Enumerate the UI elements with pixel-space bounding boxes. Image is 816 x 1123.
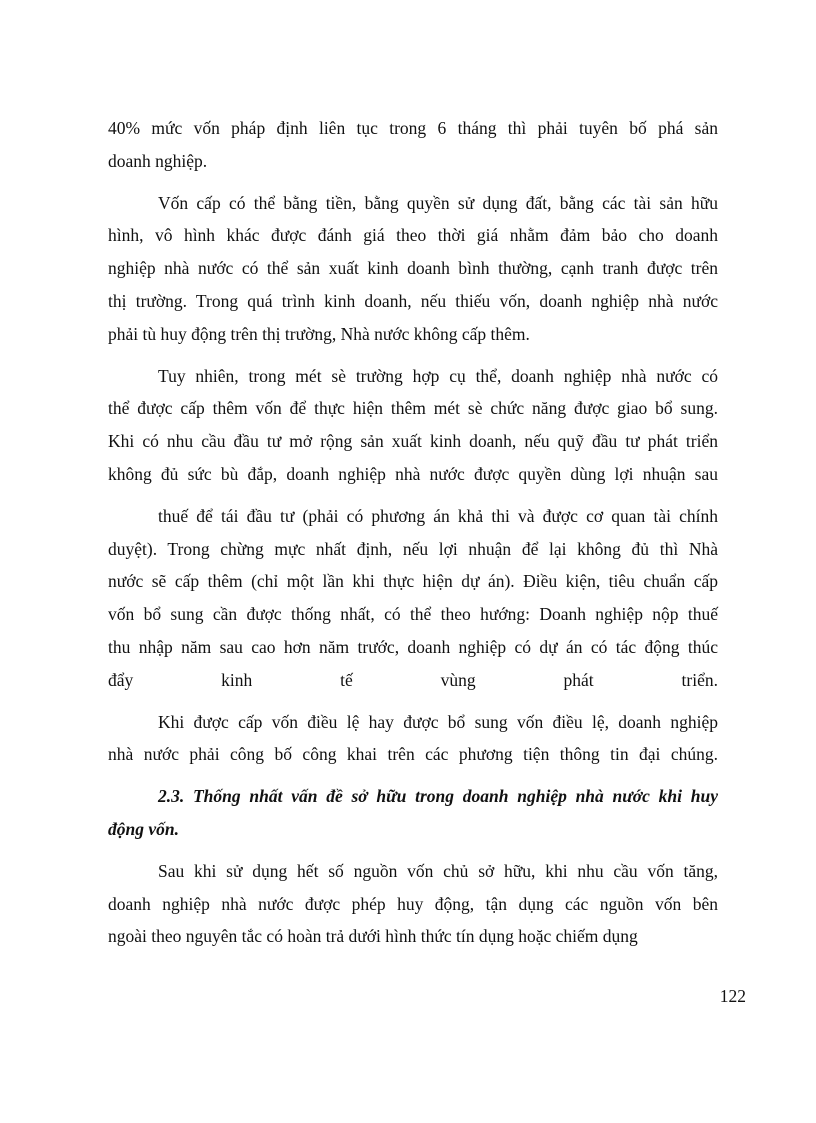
text-line: doanh nghiệp. <box>108 150 208 171</box>
text-line: doanh nghiệp nhà nước được phép huy động, tận dụng các nguồn vốn bên <box>108 893 718 914</box>
text-line: phải tù huy động trên thị trường, Nhà nước không cấp thêm. <box>108 323 530 344</box>
text-line: Tuy nhiên, trong mét sè trường hợp cụ thể, doanh nghiệp nhà nước có <box>158 365 718 386</box>
paragraph-gap <box>108 178 718 187</box>
text-line: duyệt). Trong chừng mực nhất định, nếu lợi nhuận để lại không đủ thì Nhà <box>108 538 718 559</box>
paragraph-gap <box>108 846 718 855</box>
text-line: Vốn cấp có thể bằng tiền, bằng quyền sử dụng đất, bằng các tài sản hữu <box>158 192 718 213</box>
text-line: đẩy kinh tế vùng phát triển. <box>108 669 718 690</box>
heading-line: động vốn. <box>108 818 179 839</box>
text-line: nhà nước phải công bố công khai trên các phương tiện thông tin đại chúng. <box>108 744 718 765</box>
text-line: thu nhập năm sau cao hơn năm trước, doanh nghiệp có dự án có tác động thúc <box>108 636 718 657</box>
text-line: 40% mức vốn pháp định liên tục trong 6 tháng thì phải tuyên bố phá sản <box>108 118 718 138</box>
section-heading <box>108 780 718 846</box>
text-line: không đủ sức bù đắp, doanh nghiệp nhà nước được quyền dùng lợi nhuận sau <box>108 463 718 484</box>
paragraph-gap <box>108 771 718 780</box>
paragraph-3 <box>108 360 718 491</box>
paragraph-4 <box>108 500 718 697</box>
paragraph-2 <box>108 187 718 351</box>
paragraph-gap <box>108 697 718 706</box>
paragraph-gap <box>108 351 718 360</box>
paragraph-6 <box>108 855 718 953</box>
text-line: hình, vô hình khác được đánh giá theo thời giá nhằm đảm bảo cho doanh <box>108 225 718 246</box>
text-line: nghiệp nhà nước có thể sản xuất kinh doanh bình thường, cạnh tranh được trên <box>108 258 718 279</box>
text-line: thị trường. Trong quá trình kinh doanh, nếu thiếu vốn, doanh nghiệp nhà nước <box>108 290 718 311</box>
page-number: 122 <box>719 986 746 1006</box>
heading-line: 2.3. Thống nhất vấn đề sở hữu trong doanh nghiệp nhà nước khi huy <box>158 786 718 807</box>
page-body <box>108 112 718 953</box>
text-line: Khi có nhu cầu đầu tư mở rộng sản xuất kinh doanh, nếu quỹ đầu tư phát triển <box>108 431 718 452</box>
text-line: thuế để tái đầu tư (phải có phương án khả thi và được cơ quan tài chính <box>158 505 718 526</box>
paragraph-5 <box>108 706 718 772</box>
text-line: vốn bổ sung cần được thống nhất, có thể theo hướng: Doanh nghiệp nộp thuế <box>108 604 718 625</box>
paragraph-1 <box>108 112 718 178</box>
text-line: Sau khi sử dụng hết số nguồn vốn chủ sở hữu, khi nhu cầu vốn tăng, <box>158 860 718 881</box>
text-line: nước sẽ cấp thêm (chỉ một lần khi thực hiện dự án). Điều kiện, tiêu chuẩn cấp <box>108 571 718 592</box>
text-line: ngoài theo nguyên tắc có hoàn trả dưới hình thức tín dụng hoặc chiếm dụng <box>108 926 638 947</box>
paragraph-gap <box>108 491 718 500</box>
text-line: Khi được cấp vốn điều lệ hay được bổ sung vốn điều lệ, doanh nghiệp <box>158 711 718 732</box>
text-line: thể được cấp thêm vốn để thực hiện thêm mét sè chức năng được giao bổ sung. <box>108 398 718 419</box>
